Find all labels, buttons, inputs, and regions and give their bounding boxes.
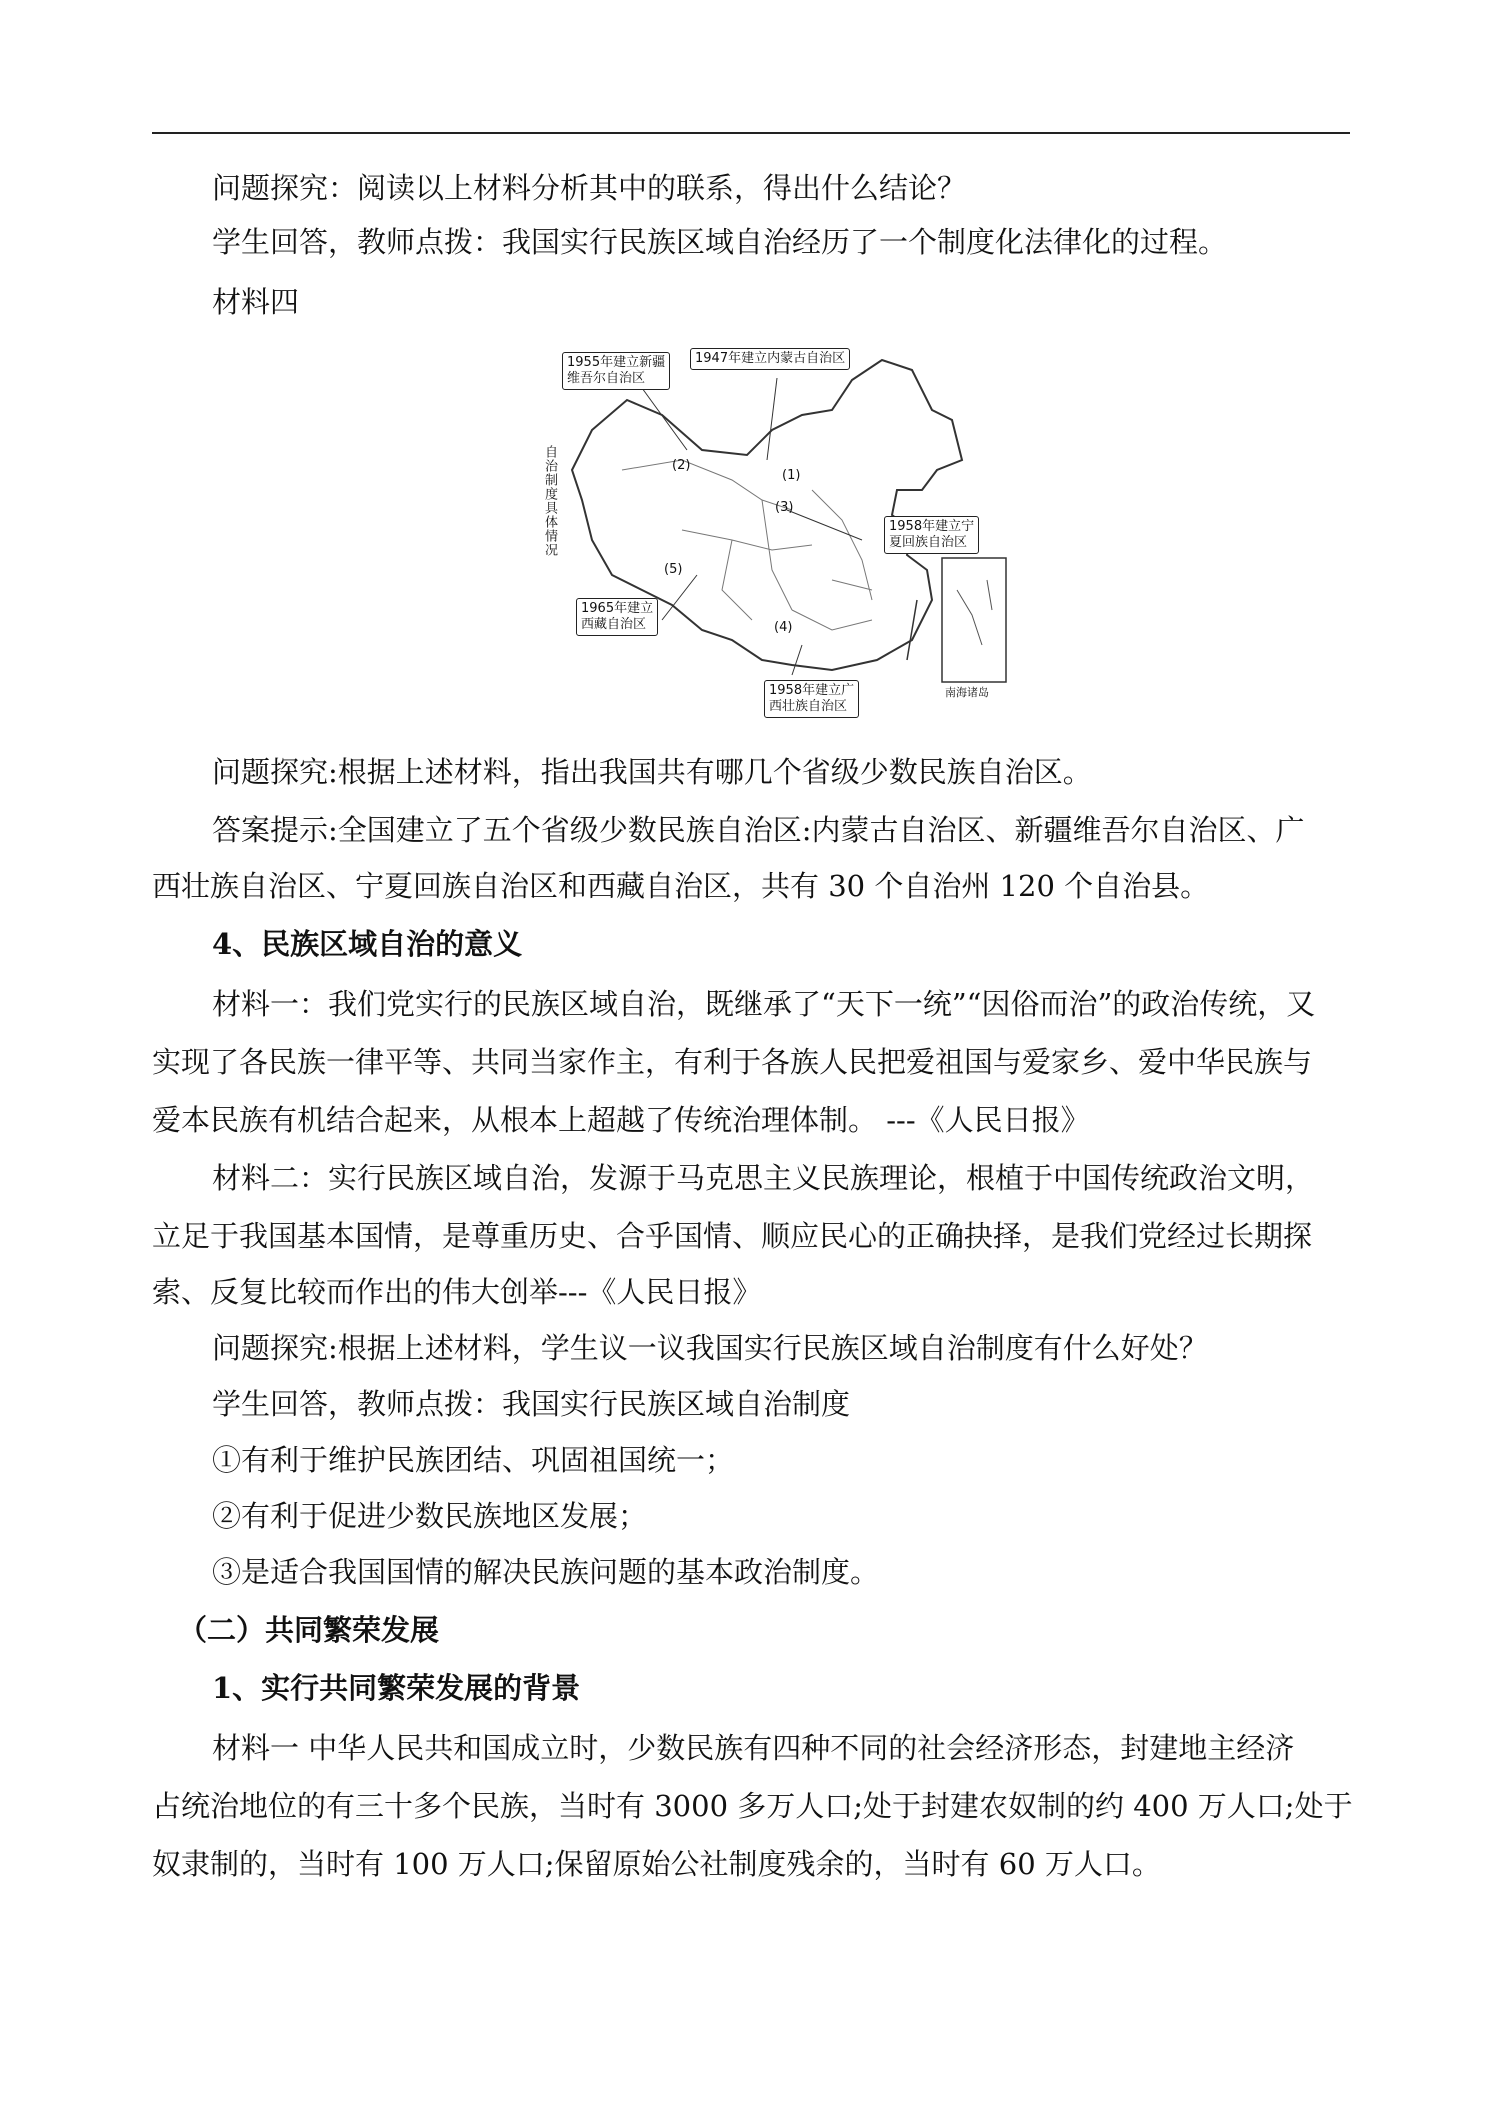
material-one-line-2: 实现了各民族一律平等、共同当家作主，有利于各族人民把爱祖国与爱家乡、爱中华民族与 (152, 1045, 1313, 1079)
xizang-label-line-2: 西藏自治区 (581, 617, 647, 632)
xinjiang-label-line-2: 维吾尔自治区 (567, 371, 646, 386)
section-heading-common-prosperity: （二）共同繁荣发展 (178, 1613, 440, 1647)
ningxia-label-line-2: 夏回族自治区 (889, 535, 968, 550)
benefit-item-3: ③是适合我国国情的解决民族问题的基本政治制度。 (212, 1555, 880, 1589)
guangxi-label-line-2: 西壮族自治区 (769, 699, 848, 714)
ningxia-label-line-1: 1958年建立宁 (889, 519, 975, 534)
material-two-line-1: 材料二：实行民族区域自治，发源于马克思主义民族理论，根植于中国传统政治文明， (212, 1161, 1315, 1195)
answer-hint-line-2: 西壮族自治区、宁夏回族自治区和西藏自治区，共有 30 个自治州 120 个自治县。 (152, 869, 1210, 903)
guangxi-label-line-1: 1958年建立广 (769, 683, 855, 698)
answer-paragraph-3: 学生回答，教师点拨：我国实行民族区域自治制度 (212, 1387, 851, 1421)
material-two-line-3: 索、反复比较而作出的伟大创举---《人民日报》 (152, 1275, 762, 1309)
material-two-line-2: 立足于我国基本国情，是尊重历史、合乎国情、顺应民心的正确抉择，是我们党经过长期探 (152, 1219, 1313, 1253)
xizang-label (576, 598, 658, 636)
material-three-line-1: 材料一 中华人民共和国成立时，少数民族有四种不同的社会经济形态，封建地主经济 (212, 1731, 1295, 1765)
question-paragraph-1: 问题探究：阅读以上材料分析其中的联系，得出什么结论？ (212, 171, 967, 205)
section-heading-4: 4、民族区域自治的意义 (212, 927, 523, 961)
map-side-label: 自治制度具体情况 (542, 445, 557, 557)
material-four-label: 材料四 (212, 285, 300, 319)
china-autonomous-regions-map (532, 340, 1022, 728)
benefit-item-1: ①有利于维护民族团结、巩固祖国统一； (212, 1443, 735, 1477)
xinjiang-label (562, 352, 670, 390)
map-number-5: (5) (664, 562, 683, 577)
benefit-item-2: ②有利于促进少数民族地区发展； (212, 1499, 648, 1533)
section-heading-background: 1、实行共同繁荣发展的背景 (212, 1671, 581, 1705)
question-paragraph-3: 问题探究:根据上述材料，学生议一议我国实行民族区域自治制度有什么好处？ (212, 1331, 1208, 1365)
material-three-line-3: 奴隶制的，当时有 100 万人口;保留原始公社制度残余的，当时有 60 万人口。 (152, 1847, 1161, 1881)
material-one-line-1: 材料一：我们党实行的民族区域自治，既继承了“天下一统”“因俗而治”的政治传统，又 (212, 987, 1316, 1021)
question-paragraph-2: 问题探究:根据上述材料，指出我国共有哪几个省级少数民族自治区。 (212, 755, 1092, 789)
header-rule (152, 132, 1350, 134)
answer-hint-line-1: 答案提示:全国建立了五个省级少数民族自治区:内蒙古自治区、新疆维吾尔自治区、广 (212, 813, 1305, 847)
xinjiang-label-line-1: 1955年建立新疆 (567, 355, 666, 370)
map-number-2: (2) (672, 458, 691, 473)
south-china-sea-inset-label: 南海诸岛 (945, 686, 989, 699)
material-three-line-2: 占统治地位的有三十多个民族，当时有 3000 多万人口;处于封建农奴制的约 400 万人口;处于 (152, 1789, 1353, 1823)
ningxia-label (884, 516, 979, 554)
answer-paragraph-1: 学生回答，教师点拨：我国实行民族区域自治经历了一个制度化法律化的过程。 (212, 225, 1228, 259)
xizang-label-line-1: 1965年建立 (581, 601, 654, 616)
material-one-line-3: 爱本民族有机结合起来，从根本上超越了传统治理体制。 ---《人民日报》 (152, 1103, 1090, 1137)
map-number-1: (1) (782, 468, 801, 483)
map-number-3: (3) (775, 500, 794, 515)
guangxi-label (764, 680, 859, 718)
map-number-4: (4) (774, 620, 793, 635)
neimeng-label: 1947年建立内蒙古自治区 (690, 348, 850, 370)
